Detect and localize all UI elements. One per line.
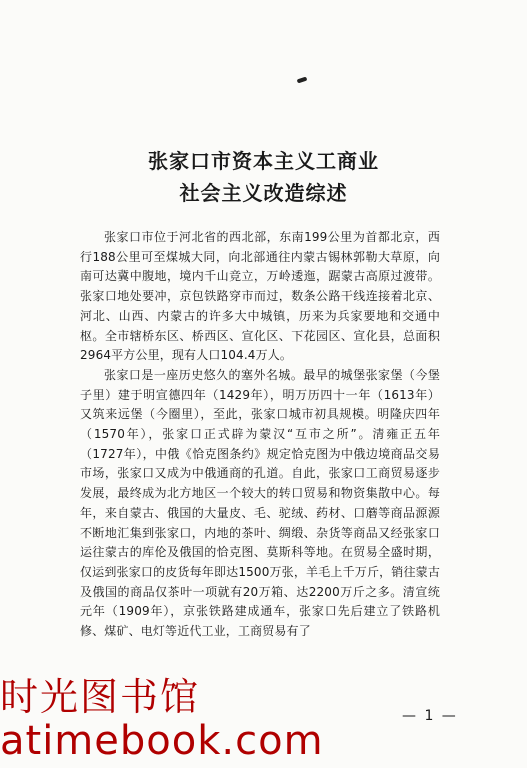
document-title-line-2: 社会主义改造综述 xyxy=(179,181,348,205)
body-paragraph-1: 张家口市位于河北省的西北部，东南199公里为首都北京，西行188公里可至煤城大同，向北部通往内蒙古锡林郭勒大草原，向南可达冀中腹地，境内千山竞立，万岭逶迤，踞蒙古高原过渡带。张家口地处要冲，京包铁路穿市而过，数条公路干线连接着北京、河北、山西、内蒙古的许多大中城镇，历来为兵家要地和交通中枢。全市辖桥东区、桥西区、宣化区、下花园区、宣化县，总面积2964平方公里，现有人口104.4万人。 xyxy=(80,230,440,363)
watermark-line-2: atimebook.com xyxy=(0,718,324,764)
document-title-line-1: 张家口市资本主义工商业 xyxy=(148,149,379,173)
document-body xyxy=(80,228,440,642)
ink-speck xyxy=(297,77,308,84)
body-paragraph-2: 张家口是一座历史悠久的塞外名城。最早的城堡张家堡（今堡子里）建于明宣德四年（1429年），明万历四十一年（1613年）又筑来远堡（今圈里），至此，张家口城市初具规模。明隆庆四年（1570年），张家口正式辟为蒙汉“互市之所”。清雍正五年（1727年），中俄《恰克图条约》规定恰克图为中俄边境商品交易市场，张家口又成为中俄通商的孔道。自此，张家口工商贸易逐步发展，最终成为北方地区一个较大的转口贸易和物资集散中心。每年，来自蒙古、俄国的大量皮、毛、驼绒、药材、口蘑等商品源源不断地汇集到张家口，内地的茶叶、绸缎、杂货等商品又经张家口运往蒙古的库伦及俄国的恰克图、莫斯科等地。在贸易全盛时期，仅运到张家口的皮货每年即达1500万张，羊毛上千万斤，销往蒙古及俄国的商品仅茶叶一项就有20万箱、达2200万斤之多。清宣统元年（1909年），京张铁路建成通车，张家口先后建立了铁路机修、煤矿、电灯等近代工业，工商贸易有了 xyxy=(80,367,440,639)
watermark-line-1: 时光图书馆 xyxy=(0,675,201,719)
page-number: — 1 — xyxy=(402,708,458,724)
